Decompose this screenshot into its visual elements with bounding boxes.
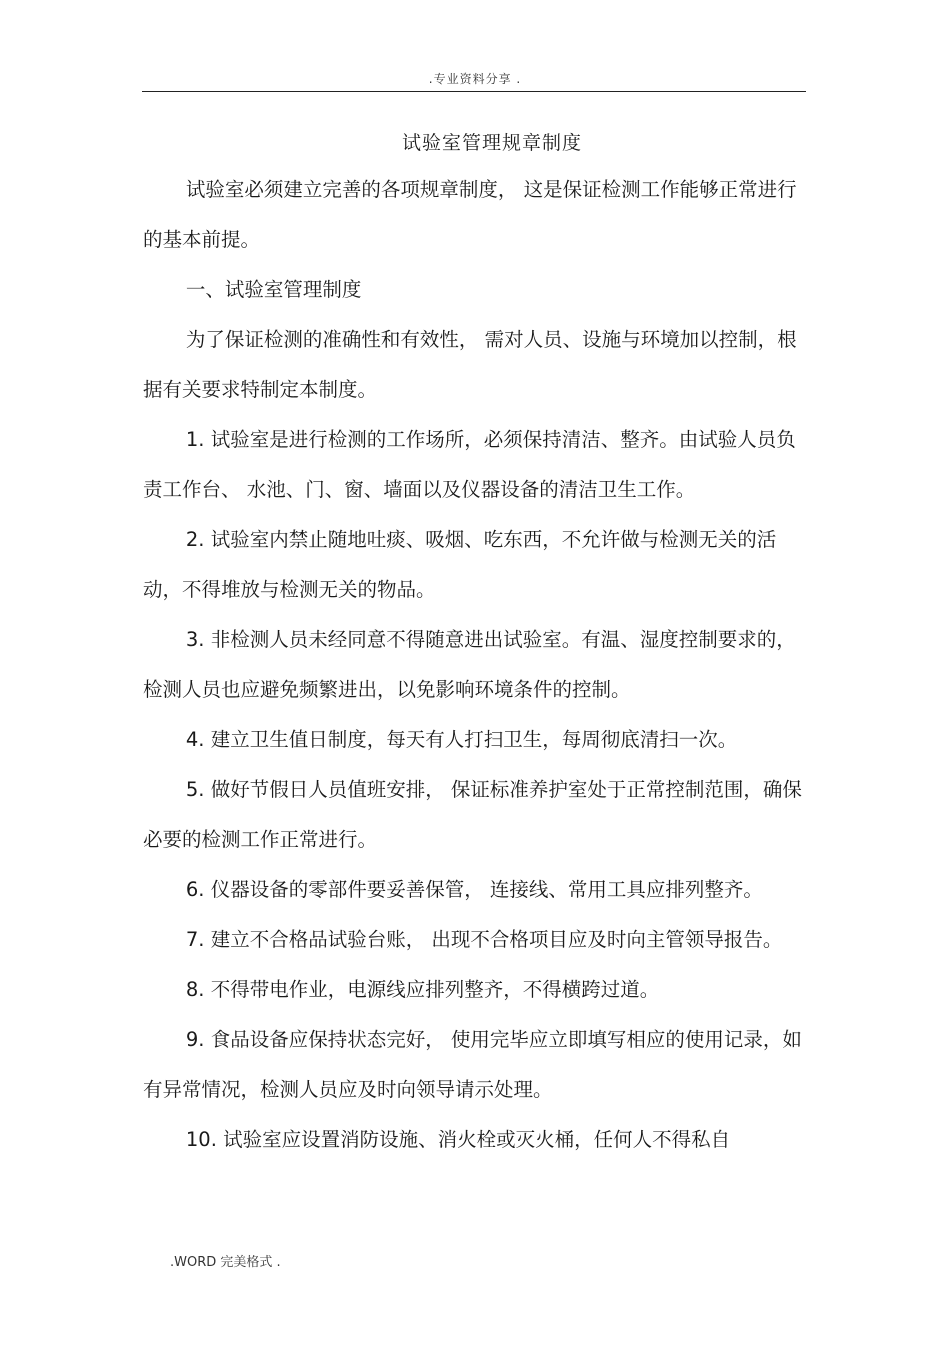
page-header: .专业资料分享 . (428, 72, 522, 86)
rule-item-3: 3. 非检测人员未经同意不得随意进出试验室。有温、湿度控制要求的，检测人员也应避免频繁进出，以免影响环境条件的控制。 (143, 628, 796, 701)
rule-item-7: 7. 建立不合格品试验台账， 出现不合格项目应及时向主管领导报告。 (185, 928, 783, 951)
rule-item-5: 5. 做好节假日人员值班安排， 保证标准养护室处于正常控制范围，确保必要的检测工作正常进行。 (143, 778, 802, 851)
header-divider (142, 91, 806, 92)
rule-item-6: 6. 仪器设备的零部件要妥善保管， 连接线、常用工具应排列整齐。 (185, 878, 763, 901)
rule-item-8: 8. 不得带电作业，电源线应排列整齐，不得横跨过道。 (185, 978, 660, 1001)
section-heading: 一、试验室管理制度 (185, 278, 362, 301)
rule-item-9: 9. 食品设备应保持状态完好， 使用完毕应立即填写相应的使用记录，如有异常情况，检测人员应及时向领导请示处理。 (143, 1028, 802, 1101)
document-title: 试验室管理规章制度 (401, 132, 582, 154)
rule-item-2: 2. 试验室内禁止随地吐痰、吸烟、吃东西，不允许做与检测无关的活动，不得堆放与检测无关的物品。 (143, 528, 777, 601)
rule-item-1: 1. 试验室是进行检测的工作场所，必须保持清洁、整齐。由试验人员负责工作台、 水池、门、窗、墙面以及仪器设备的清洁卫生工作。 (143, 428, 796, 501)
page-footer: .WORD 完美格式 . (170, 1255, 281, 1270)
rule-item-10: 10. 试验室应设置消防设施、消火栓或灭火桶，任何人不得私自 (185, 1128, 731, 1151)
intro-paragraph: 试验室必须建立完善的各项规章制度， 这是保证检测工作能够正常进行的基本前提。 (143, 178, 797, 251)
document-body (143, 165, 807, 1165)
section-intro-paragraph: 为了保证检测的准确性和有效性， 需对人员、设施与环境加以控制，根据有关要求特制定本制度。 (143, 328, 797, 401)
rule-item-4: 4. 建立卫生值日制度，每天有人打扫卫生，每周彻底清扫一次。 (185, 728, 738, 751)
